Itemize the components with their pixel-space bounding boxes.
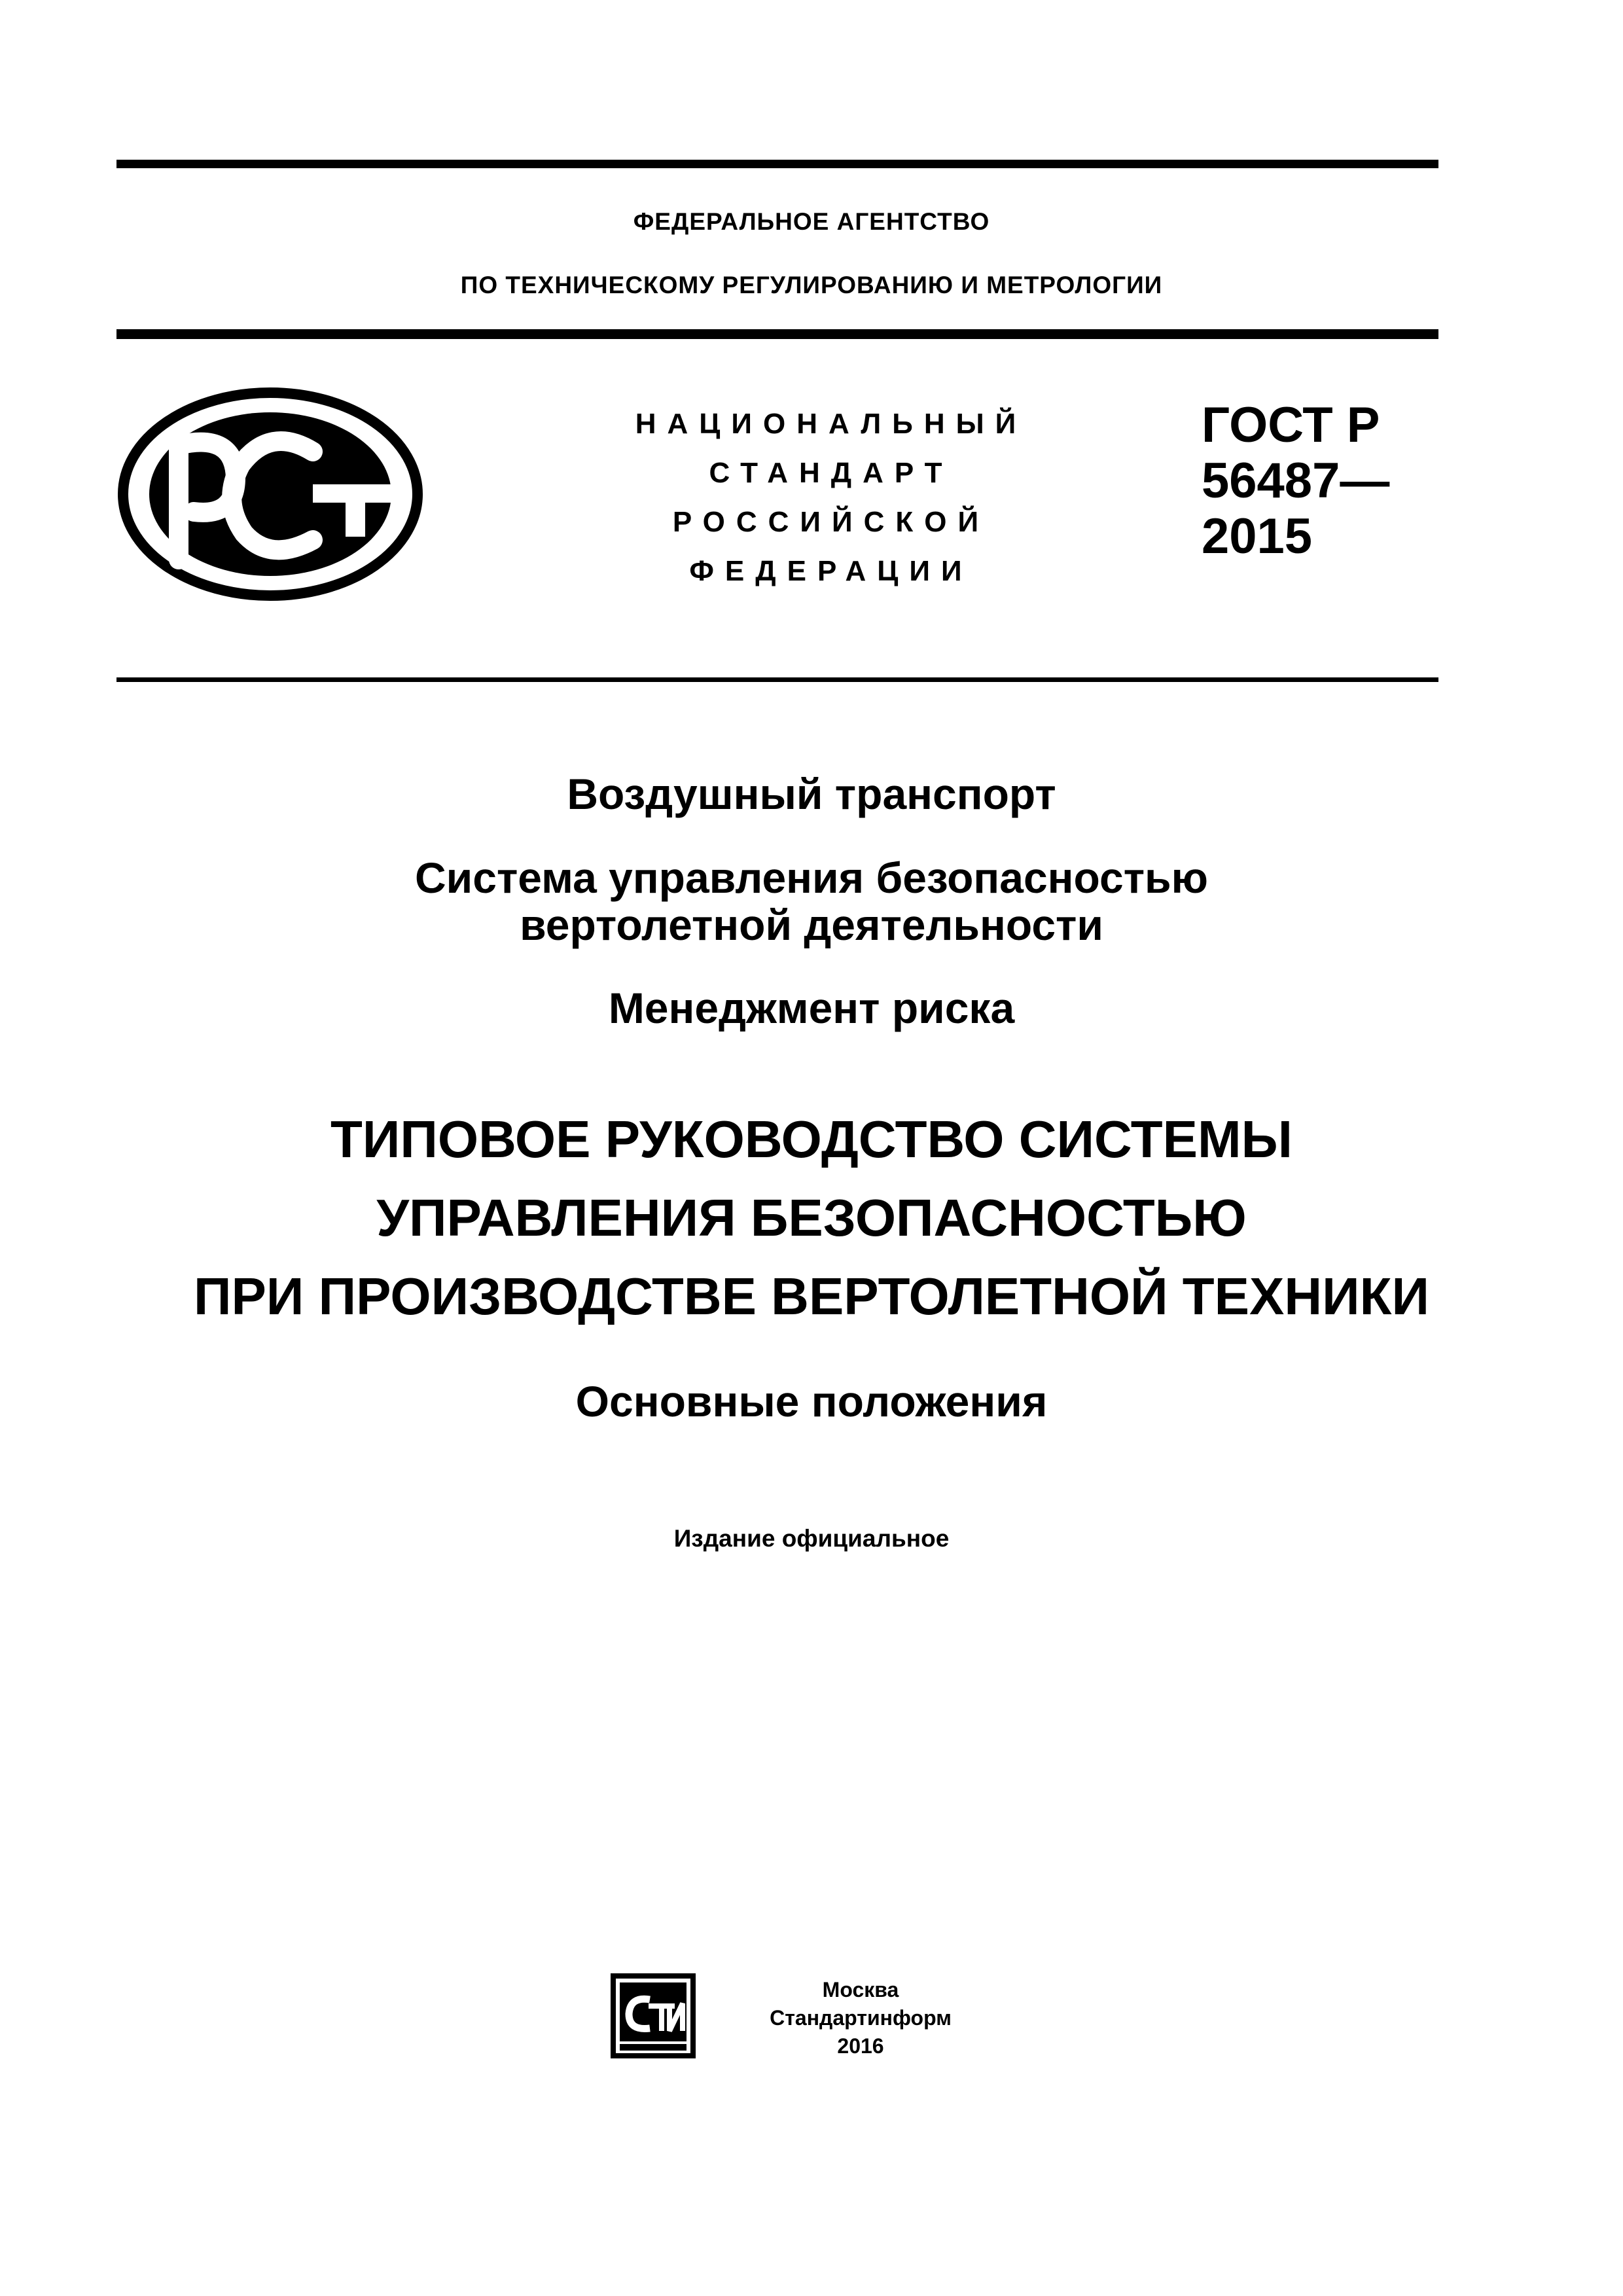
standard-line-3: РОССИЙСКОЙ (672, 506, 990, 538)
edition-label: Издание официальное (673, 1525, 950, 1552)
standard-line-4: ФЕДЕРАЦИИ (689, 555, 973, 587)
standard-line-2: СТАНДАРТ (709, 457, 954, 489)
gost-code-line-1: ГОСТ Р (1202, 397, 1380, 453)
publisher-city: Москва (822, 1978, 899, 2001)
header-bottom-rule (116, 677, 1438, 682)
agency-bottom-rule (116, 329, 1438, 339)
rst-logo (116, 386, 424, 602)
publisher-year: 2016 (837, 2034, 884, 2058)
title-line-2: Система управления безопасностью (415, 853, 1208, 902)
main-title-line-3: ПРИ ПРОИЗВОДСТВЕ ВЕРТОЛЕТНОЙ ТЕХНИКИ (193, 1267, 1429, 1325)
main-title-line-1: ТИПОВОЕ РУКОВОДСТВО СИСТЕМЫ (330, 1110, 1293, 1168)
gost-code-line-2: 56487— (1202, 453, 1390, 509)
standard-line-1: НАЦИОНАЛЬНЫЙ (635, 408, 1027, 440)
sti-logo (611, 1973, 696, 2058)
title-line-3: вертолетной деятельности (520, 901, 1103, 949)
title-line-4: Менеджмент риска (608, 984, 1015, 1032)
subtitle: Основные положения (575, 1377, 1048, 1426)
top-rule (116, 160, 1438, 168)
title-line-1: Воздушный транспорт (567, 770, 1056, 818)
agency-line-2: ПО ТЕХНИЧЕСКОМУ РЕГУЛИРОВАНИЮ И МЕТРОЛОГИИ (460, 272, 1163, 298)
gost-code-line-3: 2015 (1202, 509, 1313, 564)
main-title-line-2: УПРАВЛЕНИЯ БЕЗОПАСНОСТЬЮ (376, 1189, 1247, 1247)
publisher-name: Стандартинформ (770, 2006, 952, 2030)
agency-line-1: ФЕДЕРАЛЬНОЕ АГЕНТСТВО (633, 208, 990, 235)
